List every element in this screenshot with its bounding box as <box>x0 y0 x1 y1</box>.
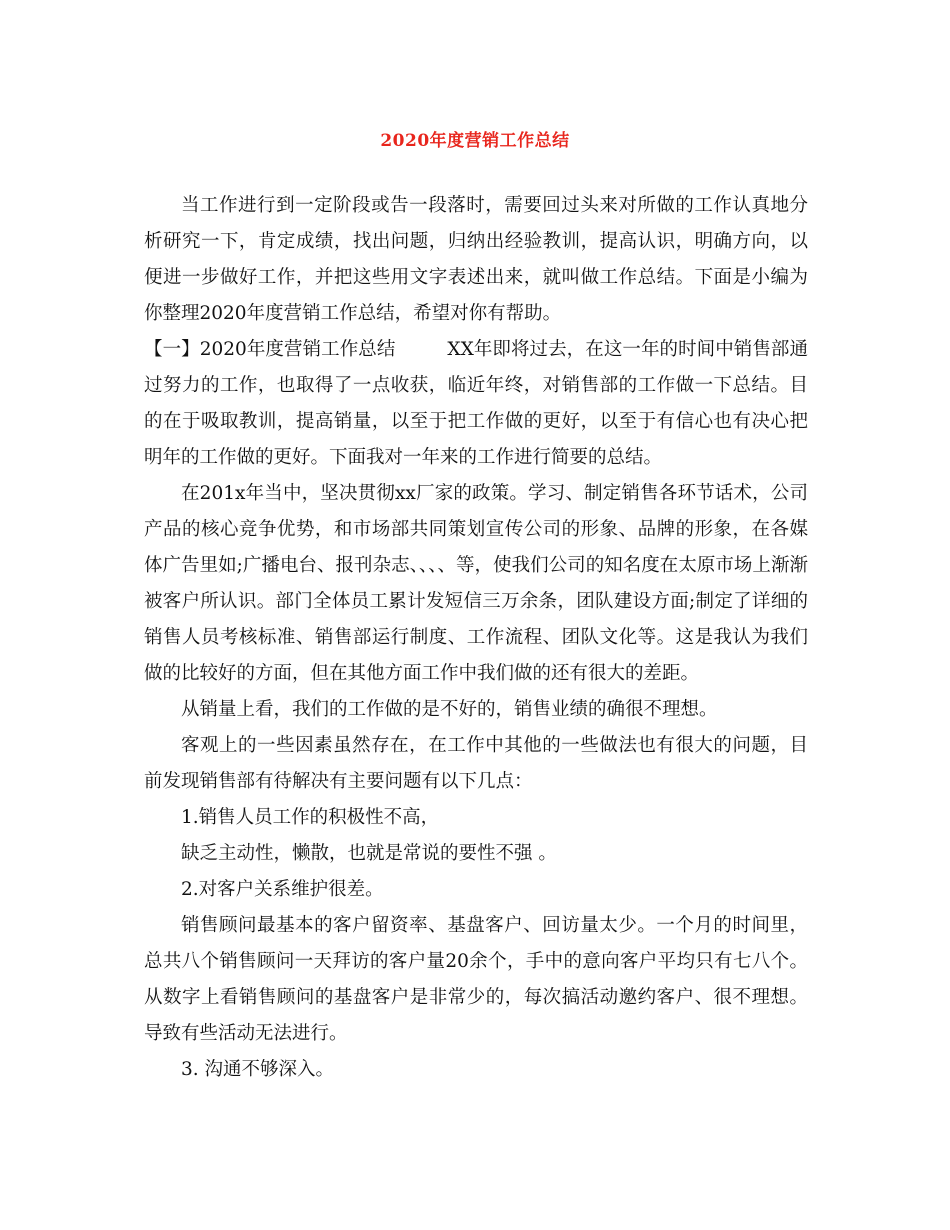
section-heading: 【一】2020年度营销工作总结 <box>144 339 396 360</box>
document-title: 2020年度营销工作总结 <box>380 131 570 151</box>
list-item: 2.对客户关系维护很差。 <box>181 879 384 900</box>
list-item: 3. 沟通不够深入。 <box>181 1059 335 1080</box>
body-paragraph: 销售顾问最基本的客户留资率、基盘客户、回访量太少。一个月的时间里，总共八个销售顾问一天拜访的客户量20余个，手中的意向客户平均只有七八个。从数字上看销售顾问的基盘客户是非常少的，每次搞活动邀约客户、很不理想。导致有些活动无法进行。 <box>144 915 808 1044</box>
body-paragraph: 客观上的一些因素虽然存在，在工作中其他的一些做法也有很大的问题，目前发现销售部有待解决有主要问题有以下几点： <box>144 735 808 792</box>
body-paragraph: 在201x年当中，坚决贯彻xx厂家的政策。学习、制定销售各环节话术，公司产品的核心竞争优势，和市场部共同策划宣传公司的形象、品牌的形象，在各媒体广告里如;广播电台、报刊杂志、、、、等，使我们公司的知名度在太原市场上渐渐被客户所认识。部门全体员工累计发短信三万余条，团队建设方面;制定了详细的销售人员考核标准、销售部运行制度、工作流程、团队文化等。这是我认为我们做的比较好的方面，但在其他方面工作中我们做的还有很大的差距。 <box>144 483 808 684</box>
document-body <box>144 188 808 1088</box>
body-paragraph: 缺乏主动性，懒散，也就是常说的要性不强 。 <box>181 843 557 864</box>
section-intro: XX年即将过去，在这一年的时间中销售部通过努力的工作，也取得了一点收获，临近年终，对销售部的工作做一下总结。目的在于吸取教训，提高销量，以至于把工作做的更好，以至于有信心也有决心把明年的工作做的更好。下面我对一年来的工作进行简要的总结。 <box>144 339 809 468</box>
section-paragraph <box>144 332 808 476</box>
intro-paragraph: 当工作进行到一定阶段或告一段落时，需要回过头来对所做的工作认真地分析研究一下，肯定成绩，找出问题，归纳出经验教训，提高认识，明确方向，以便进一步做好工作，并把这些用文字表述出来，就叫做工作总结。下面是小编为你整理2020年度营销工作总结，希望对你有帮助。 <box>144 195 808 324</box>
list-item: 1.销售人员工作的积极性不高， <box>181 807 440 828</box>
body-paragraph: 从销量上看，我们的工作做的是不好的，销售业绩的确很不理想。 <box>181 699 718 720</box>
